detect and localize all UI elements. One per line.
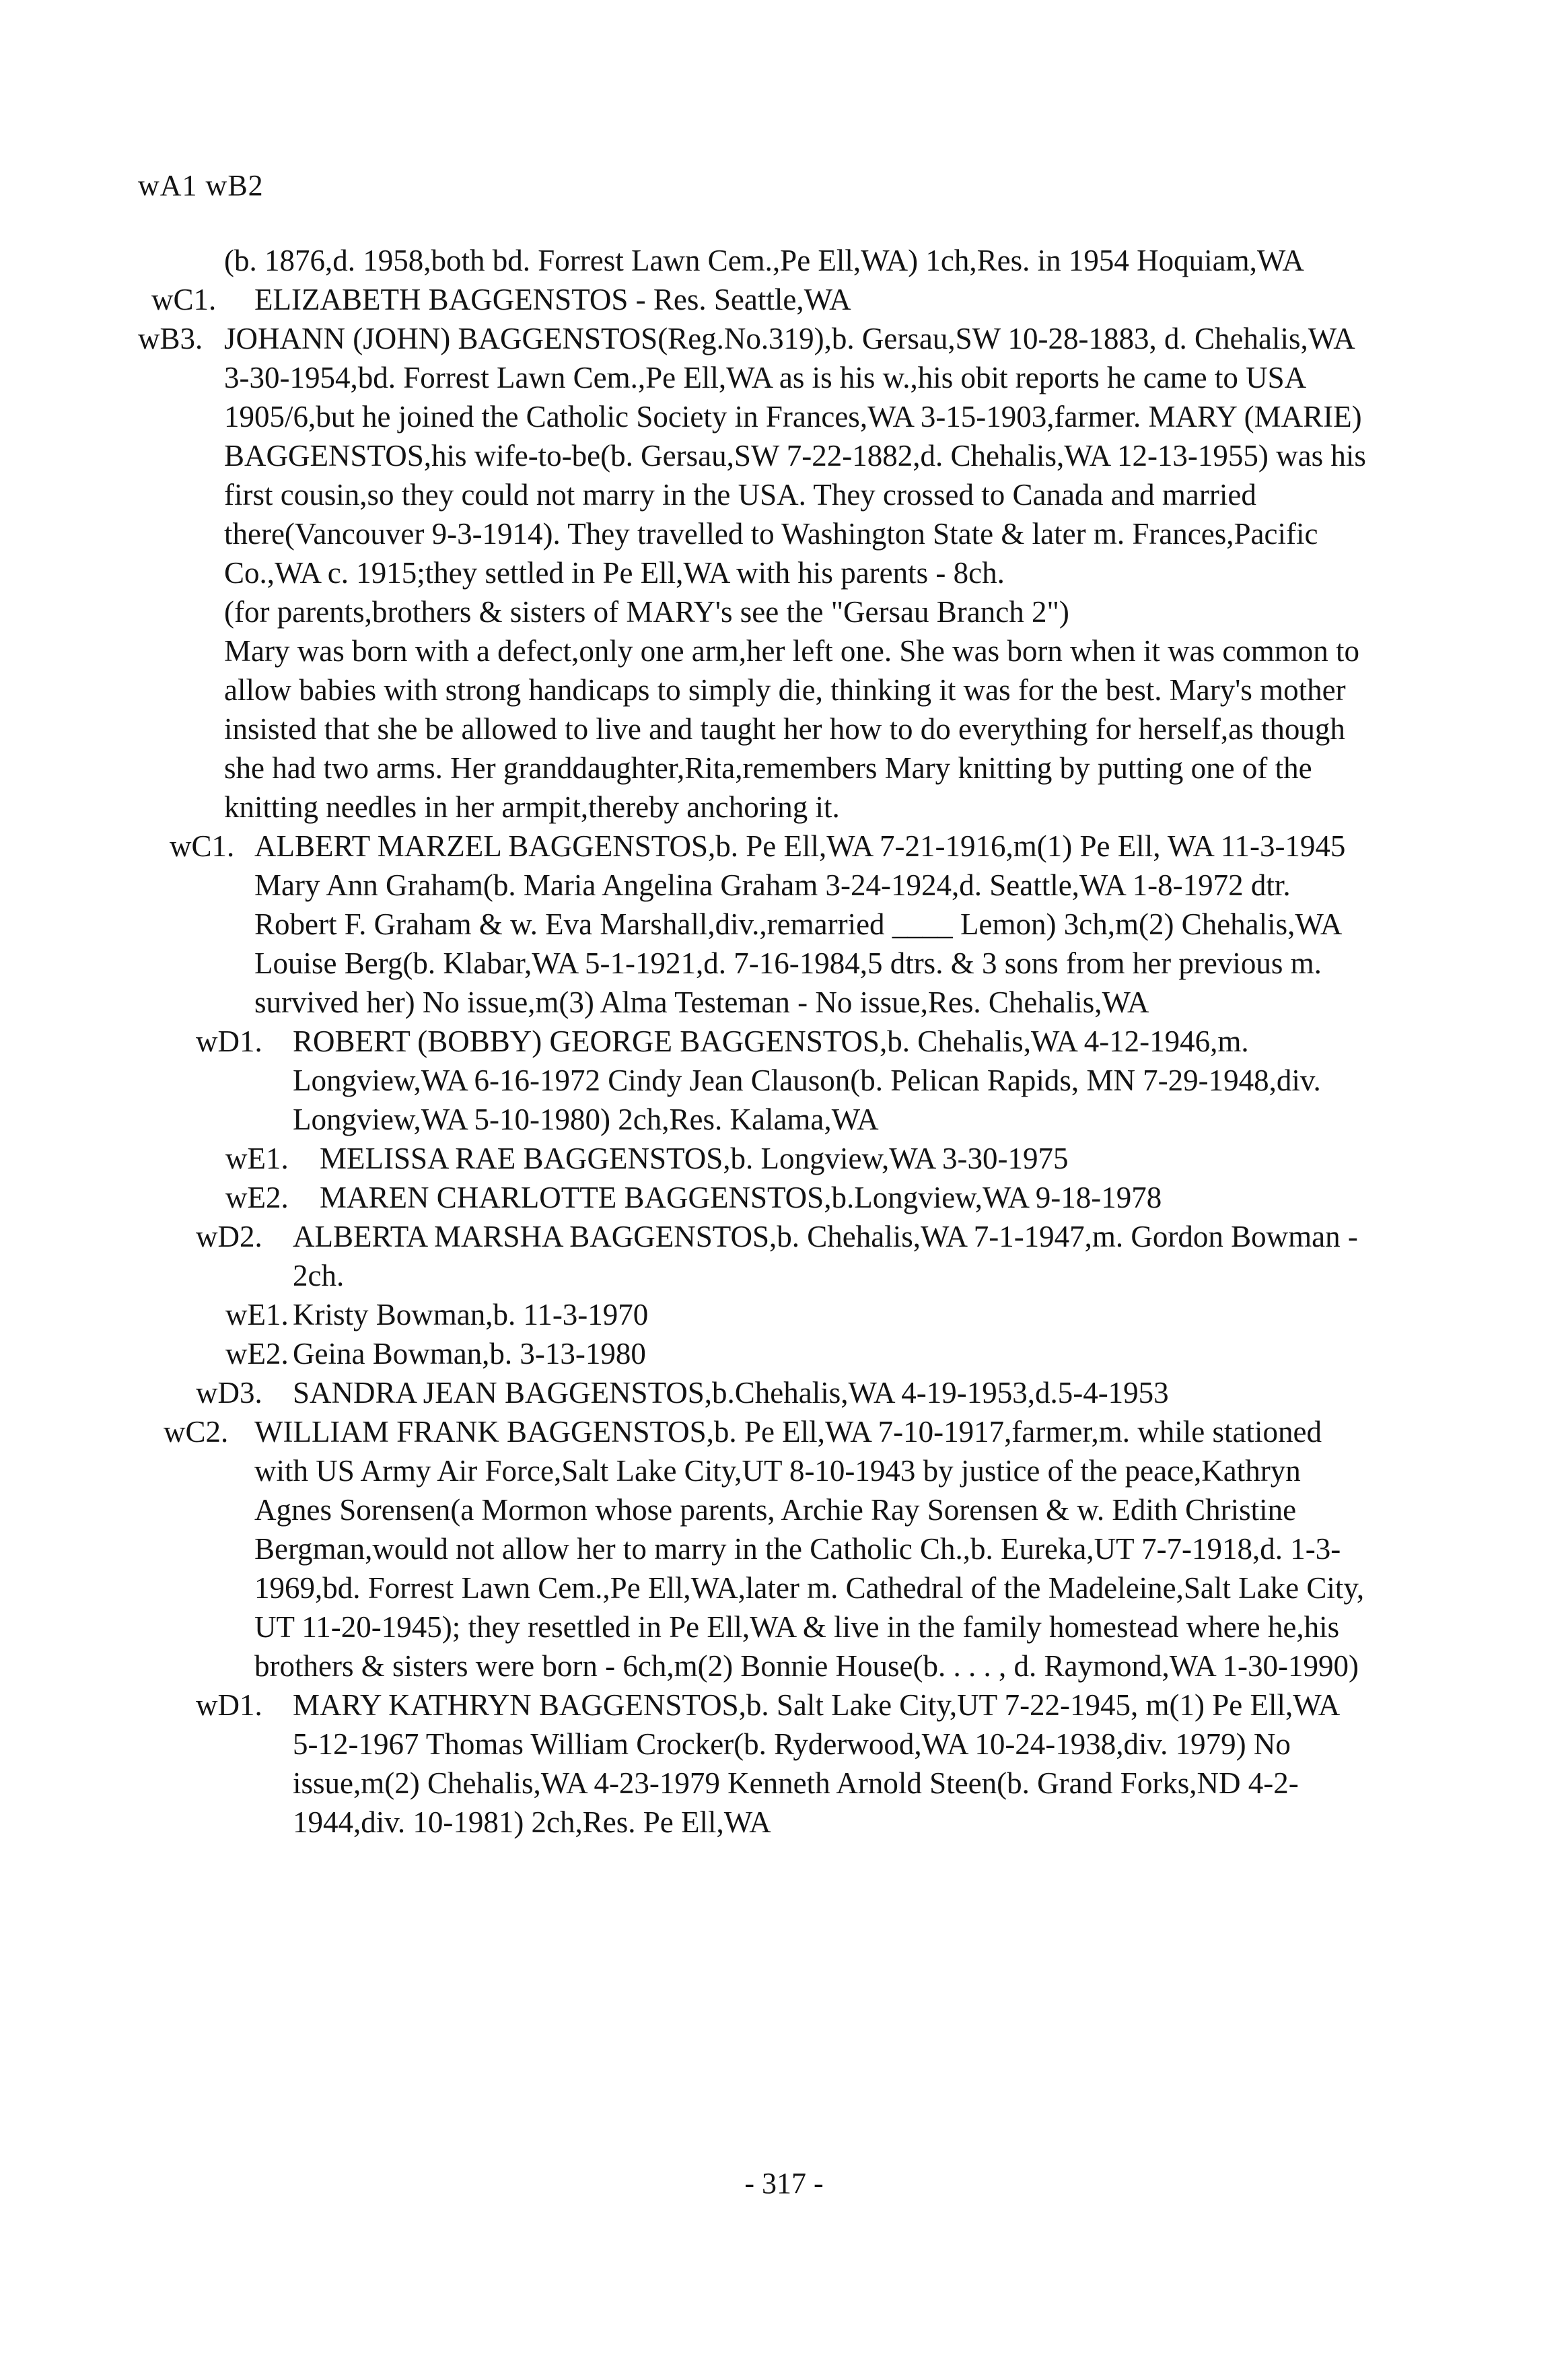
- genealogy-entry: [0, 827, 1366, 1022]
- entry-text: Kristy Bowman,b. 11-3-1970: [293, 1298, 649, 1331]
- entry-text: MARY KATHRYN BAGGENSTOS,b. Salt Lake City,UT 7-22-1945, m(1) Pe Ell,WA 5-12-1967 Thomas William Crocker(b. Ryderwood,WA 10-24-1938,div. 1979) No issue,m(2) Chehalis,WA 4-23-1979 Kenneth Arnold Steen(b. Grand Forks,ND 4-2-1944,div. 10-1981) 2ch,Res. Pe Ell,WA: [293, 1688, 1339, 1839]
- entry-text: Geina Bowman,b. 3-13-1980: [293, 1337, 646, 1371]
- genealogy-entry: [0, 1217, 1366, 1295]
- entry-code: wD3.: [196, 1376, 262, 1410]
- genealogy-entry: [0, 241, 1366, 280]
- entry-code: wC1.: [170, 829, 235, 863]
- entry-text: ALBERTA MARSHA BAGGENSTOS,b. Chehalis,WA 7-1-1947,m. Gordon Bowman - 2ch.: [293, 1220, 1358, 1292]
- page-header: wA1 wB2: [138, 169, 264, 202]
- entry-code: wD2.: [196, 1220, 262, 1253]
- entry-text: SANDRA JEAN BAGGENSTOS,b.Chehalis,WA 4-19-1953,d.5-4-1953: [293, 1376, 1169, 1410]
- genealogy-entry: [0, 1412, 1366, 1686]
- entry-text: MAREN CHARLOTTE BAGGENSTOS,b.Longview,WA 9-18-1978: [320, 1181, 1162, 1214]
- entry-code: wE2.: [225, 1337, 289, 1371]
- genealogy-entry: [0, 319, 1366, 592]
- entry-text: ROBERT (BOBBY) GEORGE BAGGENSTOS,b. Chehalis,WA 4-12-1946,m. Longview,WA 6-16-1972 Cindy Jean Clauson(b. Pelican Rapids, MN 7-29-1948,div. Longview,WA 5-10-1980) 2ch,Res. Kalama,WA: [293, 1025, 1321, 1136]
- entry-text: Mary was born with a defect,only one arm,her left one. She was born when it was common to allow babies with strong handicaps to simply die, thinking it was for the best. Mary's mother insisted that she be allowed to live and taught her how to do everything for herself,as though she had two arms. Her granddaughter,Rita,remembers Mary knitting by putting one of the knitting needles in her armpit,thereby anchoring it.: [224, 634, 1360, 824]
- entry-text: (for parents,brothers & sisters of MARY's see the "Gersau Branch 2"): [224, 595, 1069, 629]
- narrative-paragraph: [0, 631, 1366, 827]
- entry-text: JOHANN (JOHN) BAGGENSTOS(Reg.No.319),b. Gersau,SW 10-28-1883, d. Chehalis,WA 3-30-1954,bd. Forrest Lawn Cem.,Pe Ell,WA as is his w.,his obit reports he came to USA 1905/6,but he joined the Catholic Society in Frances,WA 3-15-1903,farmer. MARY (MARIE) BAGGENSTOS,his wife-to-be(b. Gersau,SW 7-22-1882,d. Chehalis,WA 12-13-1955) was his first cousin,so they could not marry in the USA. They crossed to Canada and married there(Vancouver 9-3-1914). They travelled to Washington State & later m. Frances,Pacific Co.,WA c. 1915;they settled in Pe Ell,WA with his parents - 8ch.: [224, 322, 1366, 590]
- page-number: - 317 -: [744, 2167, 824, 2200]
- entry-code: wE1.: [225, 1142, 289, 1175]
- entry-text: WILLIAM FRANK BAGGENSTOS,b. Pe Ell,WA 7-10-1917,farmer,m. while stationed with US Army Air Force,Salt Lake City,UT 8-10-1943 by justice of the peace,Kathryn Agnes Sorensen(a Mormon whose parents, Archie Ray Sorensen & w. Edith Christine Bergman,would not allow her to marry in the Catholic Ch.,b. Eureka,UT 7-7-1918,d. 1-3-1969,bd. Forrest Lawn Cem.,Pe Ell,WA,later m. Cathedral of the Madeleine,Salt Lake City, UT 11-20-1945); they resettled in Pe Ell,WA & live in the family homestead where he,his brothers & sisters were born - 6ch,m(2) Bonnie House(b. . . . , d. Raymond,WA 1-30-1990): [254, 1415, 1365, 1683]
- entry-code: wC1.: [151, 283, 217, 316]
- genealogy-entry: [0, 1178, 1366, 1217]
- genealogy-entry: [0, 1334, 1366, 1373]
- entry-code: wD1.: [196, 1688, 262, 1722]
- entry-text: ELIZABETH BAGGENSTOS - Res. Seattle,WA: [254, 283, 851, 316]
- entry-code: wC2.: [164, 1415, 229, 1449]
- genealogy-entry: [0, 1373, 1366, 1412]
- genealogy-entry: [0, 280, 1366, 319]
- genealogy-entry: [0, 1686, 1366, 1842]
- genealogy-entry: [0, 1139, 1366, 1178]
- genealogy-content: [0, 241, 1568, 1842]
- entry-text: (b. 1876,d. 1958,both bd. Forrest Lawn Cem.,Pe Ell,WA) 1ch,Res. in 1954 Hoquiam,WA: [224, 244, 1304, 277]
- entry-code: wE1.: [225, 1298, 289, 1331]
- entry-text: ALBERT MARZEL BAGGENSTOS,b. Pe Ell,WA 7-21-1916,m(1) Pe Ell, WA 11-3-1945 Mary Ann Graham(b. Maria Angelina Graham 3-24-1924,d. Seattle,WA 1-8-1972 dtr. Robert F. Graham & w. Eva Marshall,div.,remarried ____ Lemon) 3ch,m(2) Chehalis,WA Louise Berg(b. Klabar,WA 5-1-1921,d. 7-16-1984,5 dtrs. & 3 sons from her previous m. survived her) No issue,m(3) Alma Testeman - No issue,Res. Chehalis,WA: [254, 829, 1346, 1019]
- entry-code: wB3.: [138, 322, 203, 355]
- entry-text: MELISSA RAE BAGGENSTOS,b. Longview,WA 3-30-1975: [320, 1142, 1069, 1175]
- genealogy-entry: [0, 1022, 1366, 1139]
- entry-code: wD1.: [196, 1025, 262, 1058]
- entry-code: wE2.: [225, 1181, 289, 1214]
- note-paragraph: [0, 592, 1366, 631]
- genealogy-entry: [0, 1295, 1366, 1334]
